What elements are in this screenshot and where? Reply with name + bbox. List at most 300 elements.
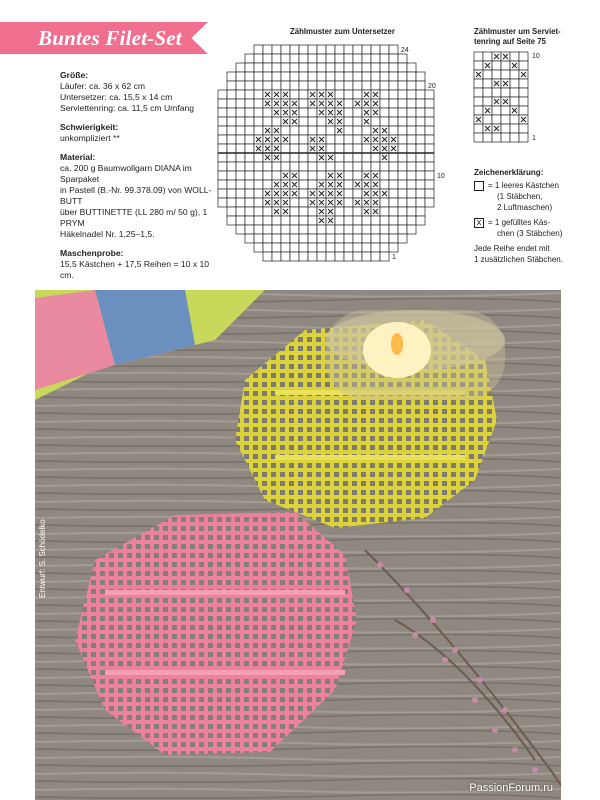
chart-cell <box>290 243 299 252</box>
chart-cell <box>344 45 353 54</box>
chart-cell <box>263 45 272 54</box>
chart-cell <box>245 162 254 171</box>
chart-cell <box>380 234 389 243</box>
ring-chart-cell <box>501 133 510 142</box>
chart-cell <box>362 252 371 261</box>
chart-cell <box>398 144 407 153</box>
chart-cell <box>236 135 245 144</box>
chart-cell <box>362 162 371 171</box>
chart-cell <box>227 216 236 225</box>
chart-cell <box>227 207 236 216</box>
chart-cell <box>398 63 407 72</box>
chart-cell <box>353 81 362 90</box>
chart-cell <box>281 216 290 225</box>
chart-cell <box>389 90 398 99</box>
chart-cell <box>227 81 236 90</box>
chart-cell <box>308 243 317 252</box>
chart-cell <box>335 45 344 54</box>
chart-cell <box>236 171 245 180</box>
chart-cell <box>308 234 317 243</box>
chart-cell <box>353 135 362 144</box>
info-line: ca. 200 g Baumwollgarn DIANA im Sparpaket <box>60 163 192 184</box>
chart-cell <box>389 117 398 126</box>
chart-cell <box>236 189 245 198</box>
chart-cell <box>389 198 398 207</box>
ring-chart-cell <box>519 124 528 133</box>
chart-cell <box>398 99 407 108</box>
chart-cell <box>362 45 371 54</box>
chart-cell <box>380 45 389 54</box>
ring-chart-cell <box>510 124 519 133</box>
chart-cell <box>389 54 398 63</box>
chart-cell <box>344 54 353 63</box>
ring-chart-cell <box>510 52 519 61</box>
chart-cell <box>389 180 398 189</box>
chart-cell <box>326 54 335 63</box>
ring-chart-cell <box>483 52 492 61</box>
chart-cell <box>227 135 236 144</box>
chart-cell <box>407 216 416 225</box>
ring-chart-cell <box>510 115 519 124</box>
chart-cell <box>425 144 434 153</box>
chart-cell <box>326 234 335 243</box>
chart-cell <box>290 162 299 171</box>
chart-cell <box>236 81 245 90</box>
chart-cell <box>380 243 389 252</box>
ring-row-label: 1 <box>532 135 536 142</box>
chart-cell <box>380 99 389 108</box>
chart-cell <box>344 162 353 171</box>
chart-cell <box>425 126 434 135</box>
ring-chart-cell <box>519 106 528 115</box>
chart-cell <box>281 162 290 171</box>
chart-cell <box>416 189 425 198</box>
chart-cell <box>290 45 299 54</box>
chart-cell <box>344 252 353 261</box>
chart-cell <box>416 207 425 216</box>
ring-chart-cell <box>501 61 510 70</box>
chart-cell <box>407 81 416 90</box>
chart-cell <box>299 216 308 225</box>
info-line: 15,5 Kästchen + 17,5 Reihen = 10 x 10 cm. <box>60 259 210 280</box>
chart-cell <box>425 198 434 207</box>
chart-cell <box>344 99 353 108</box>
chart-cell <box>299 90 308 99</box>
chart-cell <box>407 72 416 81</box>
photo-illustration <box>35 290 561 800</box>
chart-cell <box>389 171 398 180</box>
chart-cell <box>353 45 362 54</box>
chart-cell <box>389 243 398 252</box>
chart-cell <box>308 81 317 90</box>
ring-chart-cell <box>501 115 510 124</box>
chart-cell <box>362 216 371 225</box>
chart-cell <box>218 117 227 126</box>
chart-cell <box>272 243 281 252</box>
chart-cell <box>353 234 362 243</box>
chart-cell <box>353 216 362 225</box>
empty-square-symbol <box>474 181 484 191</box>
chart-cell <box>416 108 425 117</box>
chart-cell <box>335 234 344 243</box>
chart-cell <box>335 72 344 81</box>
chart-cell <box>371 234 380 243</box>
chart-cell <box>335 81 344 90</box>
chart-cell <box>308 207 317 216</box>
chart-cell <box>236 225 245 234</box>
chart-cell <box>263 252 272 261</box>
chart-cell <box>299 135 308 144</box>
ring-chart-cell <box>501 88 510 97</box>
chart-cell <box>245 225 254 234</box>
chart-cell <box>326 144 335 153</box>
legend-empty-row <box>474 180 594 191</box>
chart-cell <box>236 162 245 171</box>
chart-cell <box>344 108 353 117</box>
chart-cell <box>245 54 254 63</box>
chart-cell <box>335 54 344 63</box>
chart-cell <box>407 117 416 126</box>
chart-cell <box>254 189 263 198</box>
chart-cell <box>308 252 317 261</box>
chart-cell <box>272 81 281 90</box>
chart-cell <box>290 54 299 63</box>
chart-cell <box>227 99 236 108</box>
chart-cell <box>335 135 344 144</box>
chart-cell <box>317 72 326 81</box>
chart-cell <box>407 90 416 99</box>
chart-cell <box>389 72 398 81</box>
chart-cell <box>227 108 236 117</box>
chart-cell <box>425 90 434 99</box>
chart-cell <box>353 243 362 252</box>
chart-cell <box>281 252 290 261</box>
chart-cell <box>254 234 263 243</box>
chart-cell <box>344 171 353 180</box>
ring-chart-cell <box>474 124 483 133</box>
chart-cell <box>335 243 344 252</box>
chart-cell <box>290 135 299 144</box>
chart-cell <box>290 252 299 261</box>
chart-cell <box>272 72 281 81</box>
ring-chart-cell <box>510 97 519 106</box>
chart-cell <box>326 126 335 135</box>
chart-cell <box>389 153 398 162</box>
ring-chart-cell <box>474 52 483 61</box>
chart-cell <box>227 153 236 162</box>
chart-cell <box>308 225 317 234</box>
chart-cell <box>353 63 362 72</box>
chart-cell <box>281 225 290 234</box>
ring-chart-cell <box>483 70 492 79</box>
chart-cell <box>299 243 308 252</box>
chart-cell <box>227 180 236 189</box>
chart-cell <box>335 90 344 99</box>
chart-cell <box>254 207 263 216</box>
chart-cell <box>416 198 425 207</box>
chart-cell <box>218 126 227 135</box>
ring-chart-cell <box>519 79 528 88</box>
chart-cell <box>281 243 290 252</box>
chart-cell <box>389 234 398 243</box>
chart-cell <box>218 90 227 99</box>
chart-cell <box>299 117 308 126</box>
ring-chart-cell <box>474 106 483 115</box>
chart-cell <box>344 126 353 135</box>
chart-cell <box>290 63 299 72</box>
chart-cell <box>218 198 227 207</box>
chart-cell <box>254 108 263 117</box>
ring-chart-cell <box>501 106 510 115</box>
chart-cell <box>362 81 371 90</box>
filled-square-symbol: x <box>474 218 484 228</box>
chart-cell <box>326 162 335 171</box>
chart-cell <box>254 72 263 81</box>
chart-cell <box>263 180 272 189</box>
chart-cell <box>425 135 434 144</box>
chart-cell <box>227 144 236 153</box>
chart-cell <box>254 153 263 162</box>
chart-cell <box>263 225 272 234</box>
chart-cell <box>326 225 335 234</box>
chart-cell <box>398 198 407 207</box>
chart-cell <box>236 153 245 162</box>
ring-chart-cell <box>492 115 501 124</box>
chart-cell <box>227 171 236 180</box>
chart-cell <box>245 135 254 144</box>
info-line: Häkelnadel Nr. 1,25–1,5. <box>60 229 155 239</box>
chart-cell <box>254 117 263 126</box>
chart-cell <box>398 171 407 180</box>
chart-cell <box>416 171 425 180</box>
chart-cell <box>335 63 344 72</box>
chart-cell <box>317 54 326 63</box>
chart-cell <box>272 117 281 126</box>
product-photo <box>35 290 561 800</box>
chart-cell <box>398 126 407 135</box>
chart-cell <box>335 162 344 171</box>
legend-empty-line2: (1 Stäbchen, <box>497 192 543 201</box>
chart-cell <box>236 72 245 81</box>
chart-cell <box>299 54 308 63</box>
chart-cell <box>353 252 362 261</box>
row-label: 20 <box>428 83 436 90</box>
chart-cell <box>326 45 335 54</box>
chart-cell <box>407 144 416 153</box>
chart-cell <box>317 45 326 54</box>
chart-cell <box>263 162 272 171</box>
chart-cell <box>254 225 263 234</box>
chart-cell <box>425 162 434 171</box>
chart-cell <box>308 117 317 126</box>
chart-cell <box>344 234 353 243</box>
chart-cell <box>407 162 416 171</box>
chart-cell <box>299 108 308 117</box>
chart-cell <box>245 126 254 135</box>
ring-chart-cell <box>519 52 528 61</box>
ring-chart-cell <box>519 133 528 142</box>
chart-cell <box>299 153 308 162</box>
chart-cell <box>218 135 227 144</box>
info-heading: Größe: <box>60 70 89 80</box>
chart-cell <box>398 162 407 171</box>
chart-cell <box>299 207 308 216</box>
chart-cell <box>245 198 254 207</box>
ring-chart-cell <box>519 61 528 70</box>
chart-cell <box>290 234 299 243</box>
legend-heading: Zeichenerklärung: <box>474 168 544 177</box>
chart-cell <box>317 225 326 234</box>
chart-cell <box>425 108 434 117</box>
chart-cell <box>227 198 236 207</box>
candle-glass <box>325 310 505 400</box>
legend-filled-row <box>474 217 594 228</box>
chart-cell <box>263 234 272 243</box>
chart-cell <box>263 63 272 72</box>
chart-cell <box>407 198 416 207</box>
chart-cell <box>254 171 263 180</box>
chart-cell <box>299 45 308 54</box>
chart-cell <box>398 207 407 216</box>
chart-cell <box>254 81 263 90</box>
chart-cell <box>317 81 326 90</box>
chart-cell <box>317 171 326 180</box>
chart-title-coaster: Zählmuster zum Untersetzer <box>290 27 395 36</box>
chart-cell <box>326 243 335 252</box>
chart-cell <box>416 180 425 189</box>
chart-cell <box>290 153 299 162</box>
chart-cell <box>353 54 362 63</box>
chart-cell <box>317 243 326 252</box>
chart-cell <box>299 225 308 234</box>
chart-cell <box>317 63 326 72</box>
chart-cell <box>263 117 272 126</box>
chart-cell <box>299 171 308 180</box>
chart-cell <box>290 216 299 225</box>
chart-cell <box>416 81 425 90</box>
chart-cell <box>416 216 425 225</box>
chart-cell <box>362 126 371 135</box>
chart-cell <box>407 189 416 198</box>
chart-cell <box>308 54 317 63</box>
chart-cell <box>416 90 425 99</box>
chart-cell <box>245 144 254 153</box>
chart-cell <box>281 45 290 54</box>
ring-chart-cell <box>492 88 501 97</box>
chart-cell <box>362 72 371 81</box>
chart-cell <box>245 72 254 81</box>
chart-cell <box>308 162 317 171</box>
chart-cell <box>416 126 425 135</box>
chart-cell <box>236 144 245 153</box>
chart-cell <box>290 126 299 135</box>
chart-cell <box>407 63 416 72</box>
chart-cell <box>317 234 326 243</box>
legend-filled-text: = 1 gefülltes Käs- <box>488 218 551 227</box>
chart-cell <box>263 54 272 63</box>
chart-cell <box>398 234 407 243</box>
chart-cell <box>353 90 362 99</box>
chart-cell <box>218 99 227 108</box>
chart-cell <box>272 162 281 171</box>
chart-cell <box>398 72 407 81</box>
ring-chart-cell <box>483 133 492 142</box>
chart-cell <box>218 144 227 153</box>
chart-cell <box>299 162 308 171</box>
chart-cell <box>263 243 272 252</box>
chart-cell <box>272 225 281 234</box>
row-label: 24 <box>401 47 409 54</box>
chart-cell <box>389 99 398 108</box>
chart-cell <box>344 153 353 162</box>
chart-cell <box>389 207 398 216</box>
chart-cell <box>335 225 344 234</box>
chart-cell <box>371 54 380 63</box>
chart-cell <box>245 180 254 189</box>
ring-chart-cell <box>510 79 519 88</box>
info-heading: Schwierigkeit: <box>60 122 119 132</box>
chart-cell <box>290 198 299 207</box>
ring-chart-cell <box>483 97 492 106</box>
chart-cell <box>236 90 245 99</box>
chart-cell <box>335 153 344 162</box>
chart-cell <box>299 144 308 153</box>
chart-cell <box>245 153 254 162</box>
chart-cell <box>425 189 434 198</box>
chart-cell <box>344 198 353 207</box>
chart-cell <box>353 171 362 180</box>
chart-cell <box>416 135 425 144</box>
chart-cell <box>362 54 371 63</box>
chart-cell <box>290 207 299 216</box>
ring-chart-cell <box>492 133 501 142</box>
chart-cell <box>380 108 389 117</box>
chart-cell <box>245 189 254 198</box>
chart-cell <box>362 63 371 72</box>
chart-cell <box>371 72 380 81</box>
ring-chart-cell <box>492 61 501 70</box>
chart-cell <box>425 180 434 189</box>
chart-cell <box>245 207 254 216</box>
chart-cell <box>380 117 389 126</box>
chart-cell <box>398 225 407 234</box>
chart-cell <box>236 207 245 216</box>
chart-cell <box>272 45 281 54</box>
chart-cell <box>281 153 290 162</box>
ring-chart-cell <box>501 124 510 133</box>
info-heading: Maschenprobe: <box>60 248 124 258</box>
chart-cell <box>353 117 362 126</box>
ring-chart-cell <box>474 97 483 106</box>
chart-cell <box>425 99 434 108</box>
chart-cell <box>308 45 317 54</box>
legend-note-line2: 1 zusätzlichen Stäbchen. <box>474 255 563 264</box>
chart-cell <box>380 207 389 216</box>
legend-note-line1: Jede Reihe endet mit <box>474 244 550 253</box>
chart-cell <box>218 162 227 171</box>
chart-cell <box>344 225 353 234</box>
chart-cell <box>371 162 380 171</box>
chart-cell <box>290 90 299 99</box>
chart-cell <box>254 99 263 108</box>
chart-cell <box>344 189 353 198</box>
row-label: 10 <box>437 173 445 180</box>
chart-cell <box>272 234 281 243</box>
chart-cell <box>407 126 416 135</box>
ring-chart-cell <box>474 79 483 88</box>
chart-cell <box>299 198 308 207</box>
chart-cell <box>236 216 245 225</box>
